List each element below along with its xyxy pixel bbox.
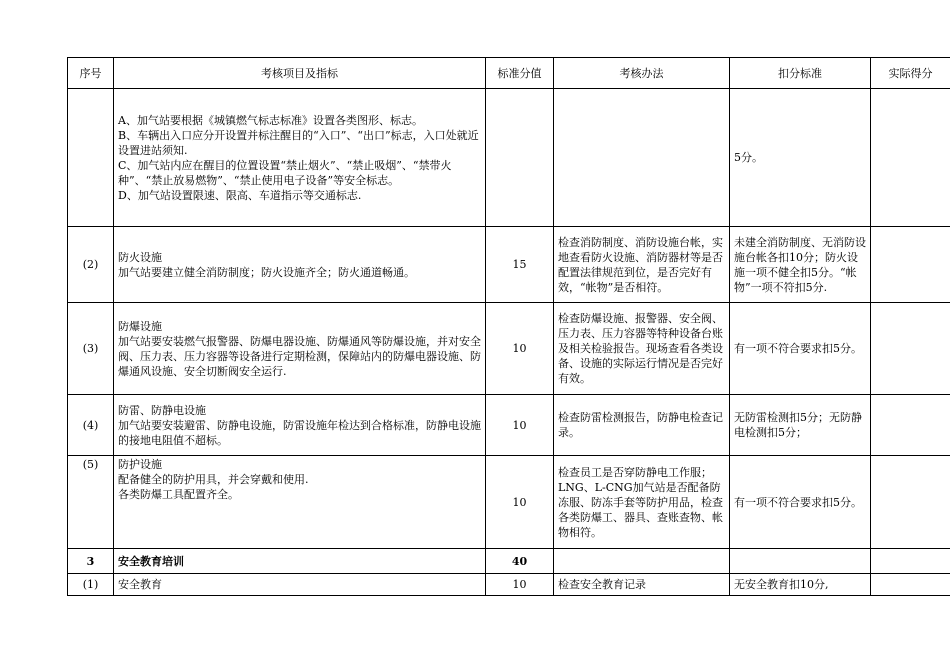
item-title: 防爆设施	[118, 319, 162, 333]
item-line: D、加气站设置限速、限高、车道指示等交通标志.	[118, 188, 362, 202]
row-item	[114, 395, 486, 456]
table-row	[68, 574, 950, 596]
table-row	[68, 395, 950, 456]
item-line: 配备健全的防护用具，并会穿戴和使用.	[118, 473, 309, 486]
item-line: C、加气站内应在醒目的位置设置“禁止烟火”、“禁止吸烟”、“禁带火种”、“禁止放易燃物”、“禁止使用电子设备”等安全标志。	[118, 158, 452, 187]
section-title: 安全教育培训	[114, 549, 486, 574]
item-line: A、加气站要根据《城镇燃气标志标准》设置各类图形、标志。	[118, 113, 423, 127]
section-score: 40	[486, 549, 554, 574]
row-item	[114, 456, 486, 549]
item-title: 防雷、防静电设施	[118, 403, 206, 417]
section-index: 3	[68, 549, 114, 574]
row-actual	[871, 574, 950, 596]
header-index: 序号	[68, 58, 114, 89]
header-score: 标准分值	[486, 58, 554, 89]
header-item: 考核项目及指标	[114, 58, 486, 89]
item-line: 各类防爆工具配置齐全。	[118, 488, 239, 501]
row-score: 10	[486, 456, 554, 549]
table-row	[68, 303, 950, 395]
row-index	[68, 89, 114, 227]
item-title: 防护设施	[118, 458, 162, 471]
row-score: 15	[486, 227, 554, 303]
row-index: (1)	[68, 574, 114, 596]
row-item: 安全教育	[114, 574, 486, 596]
row-actual	[871, 456, 950, 549]
row-method: 检查防雷检测报告，防静电检查记录。	[554, 395, 730, 456]
header-actual: 实际得分	[871, 58, 950, 89]
row-item	[114, 227, 486, 303]
row-deduct: 无安全教育扣10分,	[730, 574, 871, 596]
item-line: 加气站要建立健全消防制度；防火设施齐全；防火通道畅通。	[118, 265, 415, 279]
row-index: (4)	[68, 395, 114, 456]
table-row	[68, 89, 950, 227]
row-index: (3)	[68, 303, 114, 395]
row-method: 检查防爆设施、报警器、安全阀、压力表、压力容器等特种设备台账及相关检验报告。现场查看各类设备、设施的实际运行情况是否完好有效。	[554, 303, 730, 395]
header-method: 考核办法	[554, 58, 730, 89]
row-deduct: 无防雷检测扣5分；无防静电检测扣5分；	[730, 395, 871, 456]
table-header-row	[68, 58, 950, 89]
section-deduct	[730, 549, 871, 574]
section-row	[68, 549, 950, 574]
row-method: 检查安全教育记录	[554, 574, 730, 596]
row-actual	[871, 227, 950, 303]
section-actual	[871, 549, 950, 574]
row-method	[554, 89, 730, 227]
item-line: 加气站要安装避雷、防静电设施，防雷设施年检达到合格标准，防静电设施的接地电阻值不超标。	[118, 418, 481, 447]
section-method	[554, 549, 730, 574]
table-row	[68, 456, 950, 549]
item-line: B、车辆出入口应分开设置并标注醒目的“入口”、“出口”标志，入口处就近设置进站须知.	[118, 128, 479, 157]
row-deduct: 有一项不符合要求扣5分。	[730, 303, 871, 395]
row-item	[114, 303, 486, 395]
row-deduct: 5分。	[730, 89, 871, 227]
row-score	[486, 89, 554, 227]
row-deduct: 有一项不符合要求扣5分。	[730, 456, 871, 549]
row-score: 10	[486, 303, 554, 395]
row-actual	[871, 395, 950, 456]
item-line: 加气站要安装燃气报警器、防爆电器设施、防爆通风等防爆设施，并对安全阀、压力表、压力容器等设备进行定期检测，保障站内的防爆电器设施、防爆通风设施、安全切断阀安全运行.	[118, 334, 481, 378]
row-method: 检查消防制度、消防设施台帐，实地查看防火设施、消防器材等是否配置法律规范到位，是否完好有效，“帐物”是否相符。	[554, 227, 730, 303]
row-method: 检查员工是否穿防静电工作服；LNG、L-CNG加气站是否配备防冻服、防冻手套等防护用品，检查各类防爆工、器具、查账查物、帐物相符。	[554, 456, 730, 549]
item-title: 防火设施	[118, 250, 162, 264]
row-index: (2)	[68, 227, 114, 303]
row-item	[114, 89, 486, 227]
row-index: (5)	[68, 456, 114, 549]
row-actual	[871, 89, 950, 227]
row-score: 10	[486, 574, 554, 596]
table-row	[68, 227, 950, 303]
header-deduct: 扣分标准	[730, 58, 871, 89]
row-score: 10	[486, 395, 554, 456]
row-actual	[871, 303, 950, 395]
assessment-table	[67, 57, 950, 596]
row-deduct: 未建全消防制度、无消防设施台帐各扣10分；防火设施一项不健全扣5分。“帐物”一项不符扣5分.	[730, 227, 871, 303]
